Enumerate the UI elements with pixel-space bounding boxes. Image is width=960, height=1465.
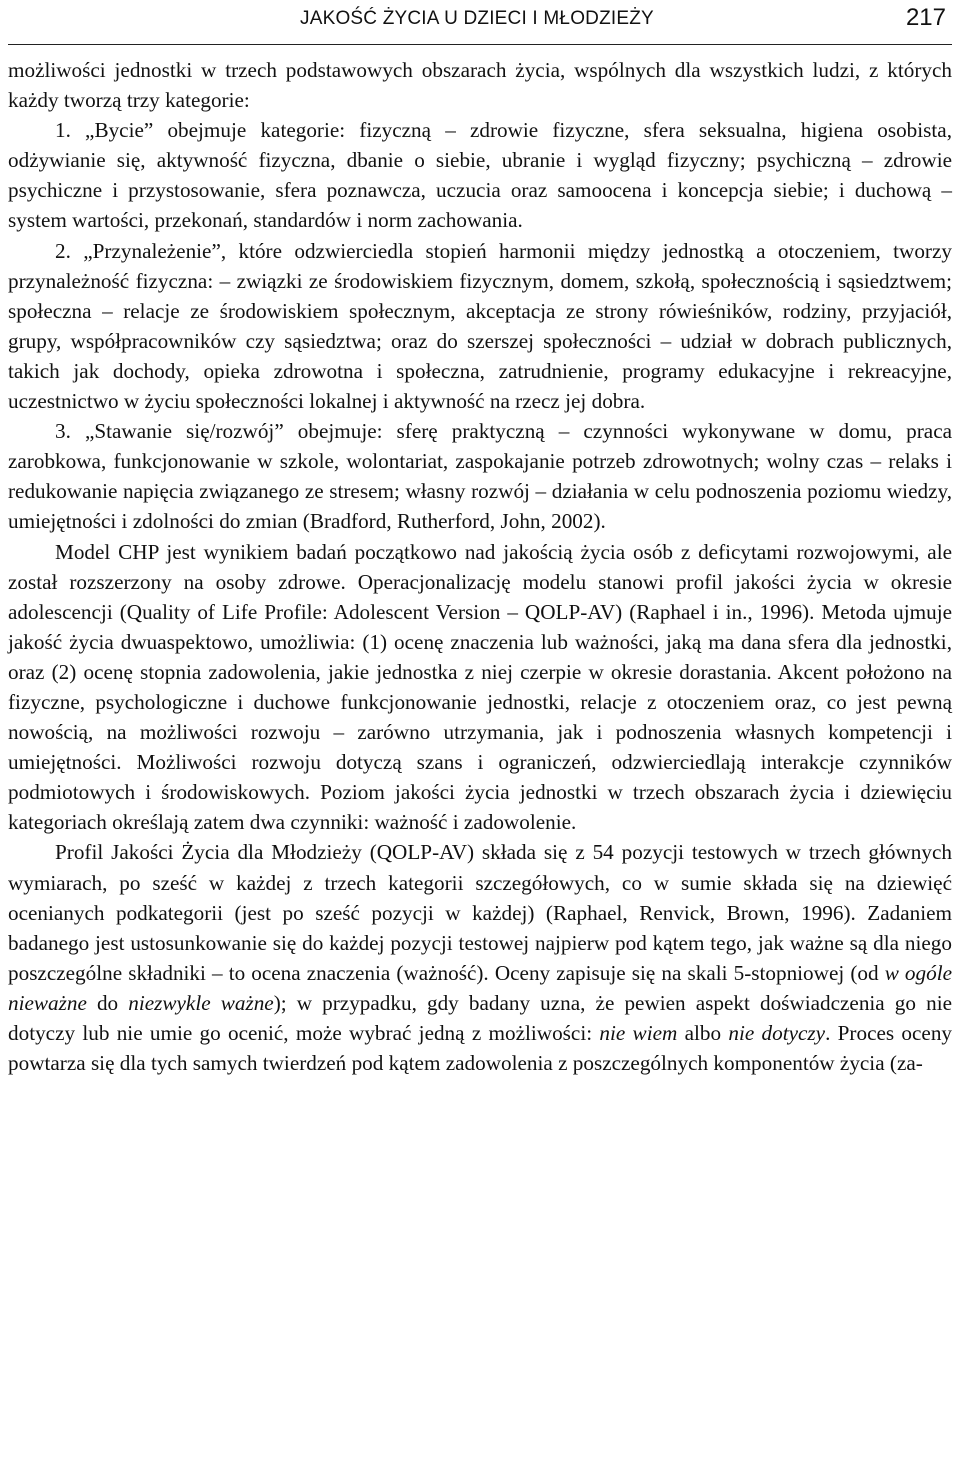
running-header (8, 0, 952, 45)
paragraph-qolp-av (8, 837, 952, 1078)
option-not-applicable: nie dotyczy (728, 1021, 826, 1045)
scale-label-very-important: niezwykle ważne (128, 990, 274, 1015)
paragraph-chp-model: Model CHP jest wynikiem badań początkowo nad jakością życia osób z deficytami rozwojowymi, ale został rozszerzony na osoby zdrowe. Operacjonalizację modelu stanowi profil jakości życia w okresie adolescencji (Quality of Life Profile: Adolescent Version – QOLP-AV) (Raphael i in., 1996). Metoda ujmuje jakość życia dwuaspektowo, umożliwia: (1) ocenę znaczenia lub ważności, jaką ma dana sfera dla jednostki, oraz (2) ocenę stopnia zadowolenia, jakie jednostka z niej czerpie w okresie dorastania. Akcent położono na fizyczne, psychologiczne i duchowe funkcjonowanie jednostki, relacje z otoczeniem oraz, co jest pewną nowością, na możliwości rozwoju – zarówno utrzymania, jak i podnoszenia własnych kompetencji i umiejętności. Możliwości rozwoju dotyczą szans i ograniczeń, odzwierciedlają interakcje czynników podmiotowych i środowiskowych. Poziom jakości życia jednostki w trzech obszarach życia i dziewięciu kategoriach określają zatem dwa czynniki: ważność i zadowolenie. (8, 539, 952, 835)
paragraph-qolp-av-text-c: ); w przypadku, gdy badany uzna, że pewien aspekt doświadczenia go nie dotyczy lub nie umie go ocenić, może wybrać jedną z możliwości: (8, 990, 952, 1045)
page-number: 217 (905, 4, 946, 31)
page-body (8, 55, 952, 1078)
running-title: JAKOŚĆ ŻYCIA U DZIECI I MŁODZIEŻY (300, 8, 654, 29)
paragraph-becoming: 3. „Stawanie się/rozwój” obejmuje: sferę praktyczną – czynności wykonywane w domu, praca zarobkowa, funkcjonowanie w szkole, wolontariat, zaspokajanie potrzeb zdrowotnych; wolny czas – relaks i redukowanie napięcia związanego ze stresem; własny rozwój – działania w celu podnoszenia poziomu wiedzy, umiejętności i zdolności do zmian (Bradford, Rutherford, John, 2002). (8, 419, 952, 534)
paragraph-qolp-av-text-a: Profil Jakości Życia dla Młodzieży (QOLP-AV) składa się z 54 pozycji testowych w trzech głównych wymiarach, po sześć w każdej z trzech kategorii szczegółowych, co w sumie składa się na dziewięć ocenianych podkategorii (jest po sześć pozycji w każdej) (Raphael, Renvick, Brown, 1996). Zadaniem badanego jest ustosunkowanie się do każdej pozycji testowej najpierw pod kątem tego, jak ważne są dla niego poszczególne składniki – to ocena znaczenia (ważność). Oceny zapisuje się na skali 5-stopniowej (od (8, 840, 952, 985)
paragraph-belonging: 2. „Przynależenie”, które odzwierciedla stopień harmonii między jednostką a otoczeniem, tworzy przynależność fizyczna: – związki ze środowiskiem fizycznym, domem, szkołą, społecznością i sąsiedztwem; społeczna – relacje ze środowiskiem społecznym, akceptacja ze strony rówieśników, rodziny, przyjaciół, grupy, współpracowników czy sąsiedztwa; oraz do szerszej społeczności – udział w dobrach publicznych, takich jak dochody, opieka zdrowotna i społeczna, zatrudnienie, programy edukacyjne i rekreacyjne, uczestnictwo w życiu społeczności lokalnej i aktywność na rzecz jej dobra. (8, 238, 952, 414)
scale-label-not-important: w ogóle nieważne (8, 960, 952, 1015)
option-dont-know: nie wiem (599, 1021, 678, 1045)
paragraph-qolp-av-text-b: do (86, 990, 129, 1015)
paragraph-being: 1. „Bycie” obejmuje kategorie: fizyczną – zdrowie fizyczne, sfera seksualna, higiena osobista, odżywianie się, aktywność fizyczna, dbanie o siebie, ubranie i wygląd fizyczny; psychiczną – zdrowie psychiczne i przystosowanie, sfera poznawcza, uczucia oraz samoocena i koncepcja siebie; i duchową – system wartości, przekonań, standardów i norm zachowania. (8, 118, 952, 233)
paragraph-intro-continued: możliwości jednostki w trzech podstawowych obszarach życia, wspólnych dla wszystkich ludzi, z których każdy tworzą trzy kategorie: (8, 58, 952, 113)
paragraph-qolp-av-text-e: . Proces oceny powtarza się dla tych samych twierdzeń pod kątem zadowolenia z poszczególnych komponentów życia (za- (8, 1021, 953, 1076)
paragraph-qolp-av-text-d: albo (677, 1021, 729, 1045)
